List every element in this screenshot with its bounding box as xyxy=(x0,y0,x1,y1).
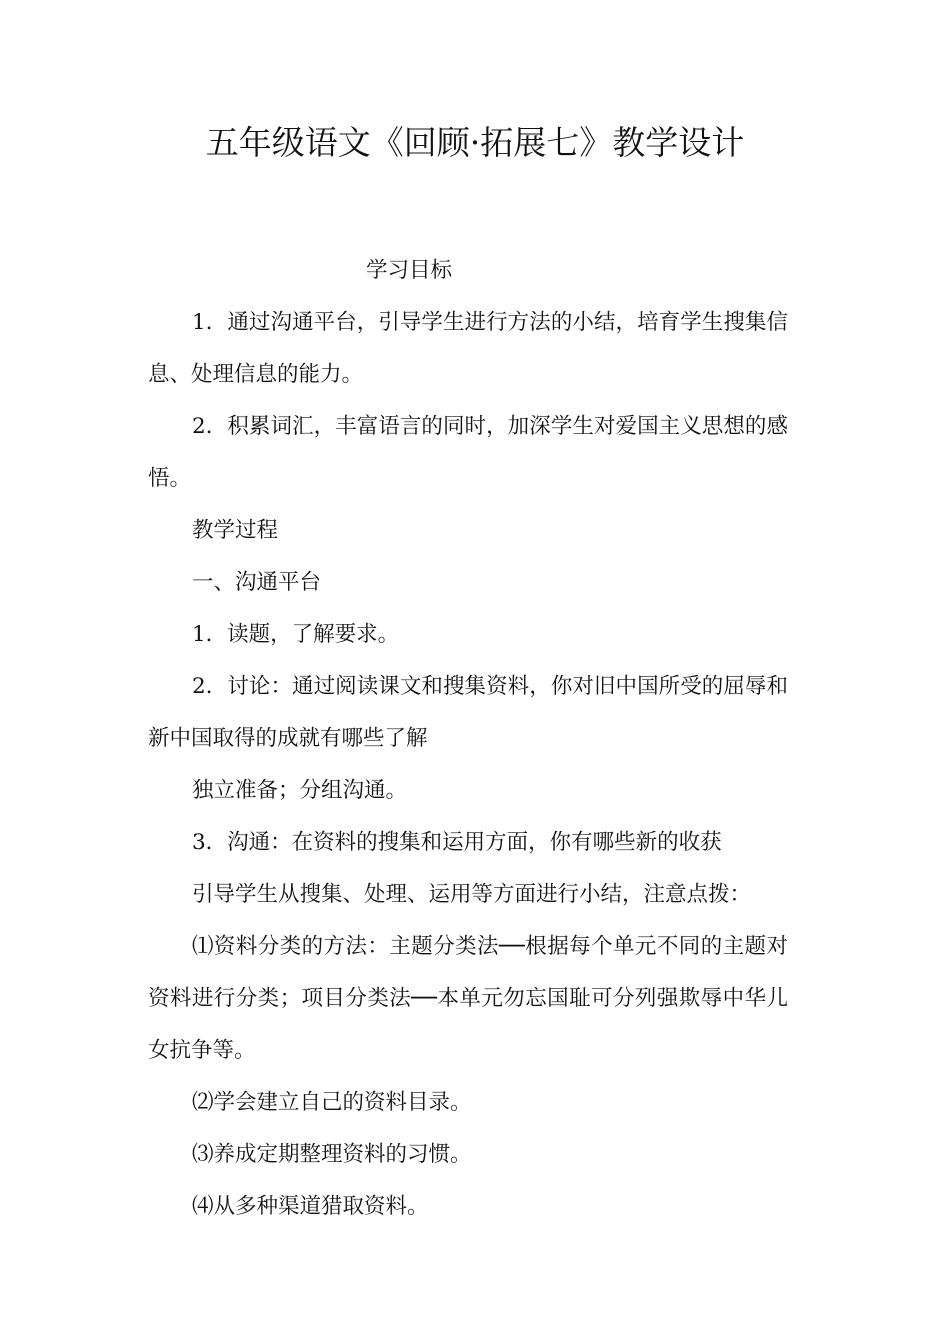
paragraph: 2．讨论：通过阅读课文和搜集资料，你对旧中国所受的屈辱和新中国取得的成就有哪些了解 xyxy=(148,674,788,751)
paragraph: 2．积累词汇，丰富语言的同时，加深学生对爱国主义思想的感悟。 xyxy=(148,414,788,491)
paragraph: 1．通过沟通平台，引导学生进行方法的小结，培育学生搜集信息、处理信息的能力。 xyxy=(148,310,788,387)
paragraph: ⑵学会建立自己的资料目录。 xyxy=(192,1090,472,1115)
section-heading-process: 教学过程 xyxy=(192,518,279,543)
paragraph: 1．读题，了解要求。 xyxy=(192,622,400,647)
paragraph: ⑴资料分类的方法：主题分类法──根据每个单元不同的主题对资料进行分类；项目分类法──本单元勿忘国耻可分列强欺辱中华儿女抗争等。 xyxy=(148,934,788,1063)
section-heading-objectives: 学习目标 xyxy=(366,258,453,283)
document-title: 五年级语文《回顾·拓展七》教学设计 xyxy=(205,123,745,162)
paragraph: 独立准备；分组沟通。 xyxy=(192,778,408,803)
paragraph: 引导学生从搜集、处理、运用等方面进行小结，注意点拨： xyxy=(192,882,752,907)
document-body xyxy=(148,245,788,1233)
paragraph: ⑷从多种渠道猎取资料。 xyxy=(192,1194,429,1219)
paragraph: ⑶养成定期整理资料的习惯。 xyxy=(192,1142,472,1167)
paragraph: 3．沟通：在资料的搜集和运用方面，你有哪些新的收获 xyxy=(192,830,722,855)
subheading: 一、沟通平台 xyxy=(192,570,322,595)
